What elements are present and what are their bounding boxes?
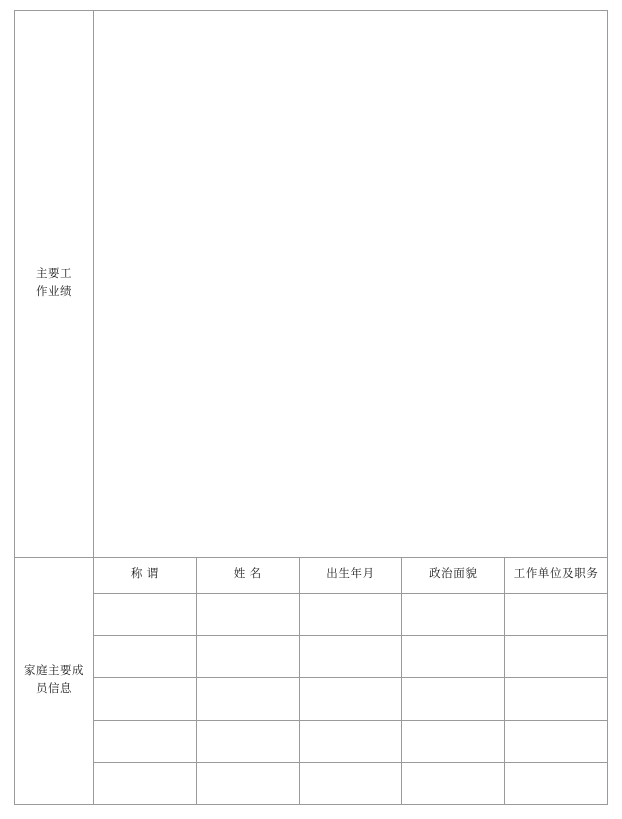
cell-work[interactable] [505, 720, 608, 762]
cell-work[interactable] [505, 636, 608, 678]
column-header-political: 政治面貌 [402, 557, 505, 593]
cell-political[interactable] [402, 593, 505, 635]
column-header-name: 姓 名 [196, 557, 299, 593]
cell-relation[interactable] [94, 678, 197, 720]
cell-political[interactable] [402, 762, 505, 804]
achievements-label-cell [15, 11, 94, 558]
table-row [15, 593, 608, 635]
achievements-row [15, 11, 608, 558]
cell-birth[interactable] [299, 678, 402, 720]
column-header-work: 工作单位及职务 [505, 557, 608, 593]
table-row [15, 636, 608, 678]
cell-political[interactable] [402, 720, 505, 762]
cell-political[interactable] [402, 636, 505, 678]
cell-birth[interactable] [299, 593, 402, 635]
cell-birth[interactable] [299, 720, 402, 762]
cell-name[interactable] [196, 636, 299, 678]
cell-relation[interactable] [94, 762, 197, 804]
achievements-label-line2: 作业绩 [36, 285, 72, 298]
cell-birth[interactable] [299, 762, 402, 804]
cell-work[interactable] [505, 762, 608, 804]
cell-work[interactable] [505, 678, 608, 720]
cell-relation[interactable] [94, 720, 197, 762]
cell-birth[interactable] [299, 636, 402, 678]
cell-political[interactable] [402, 678, 505, 720]
cell-name[interactable] [196, 678, 299, 720]
achievements-label-line1: 主要工 [36, 268, 72, 281]
family-label-line2: 员信息 [36, 682, 72, 695]
achievements-content-cell[interactable] [94, 11, 608, 558]
table-row [15, 762, 608, 804]
cell-name[interactable] [196, 762, 299, 804]
column-header-relation: 称 谓 [94, 557, 197, 593]
cell-work[interactable] [505, 593, 608, 635]
personnel-form-table [14, 10, 608, 805]
cell-name[interactable] [196, 593, 299, 635]
family-label-line1: 家庭主要成 [24, 665, 84, 678]
column-header-birth: 出生年月 [299, 557, 402, 593]
family-label-cell [15, 557, 94, 804]
family-header-row [15, 557, 608, 593]
cell-name[interactable] [196, 720, 299, 762]
cell-relation[interactable] [94, 636, 197, 678]
table-row [15, 720, 608, 762]
table-row [15, 678, 608, 720]
cell-relation[interactable] [94, 593, 197, 635]
